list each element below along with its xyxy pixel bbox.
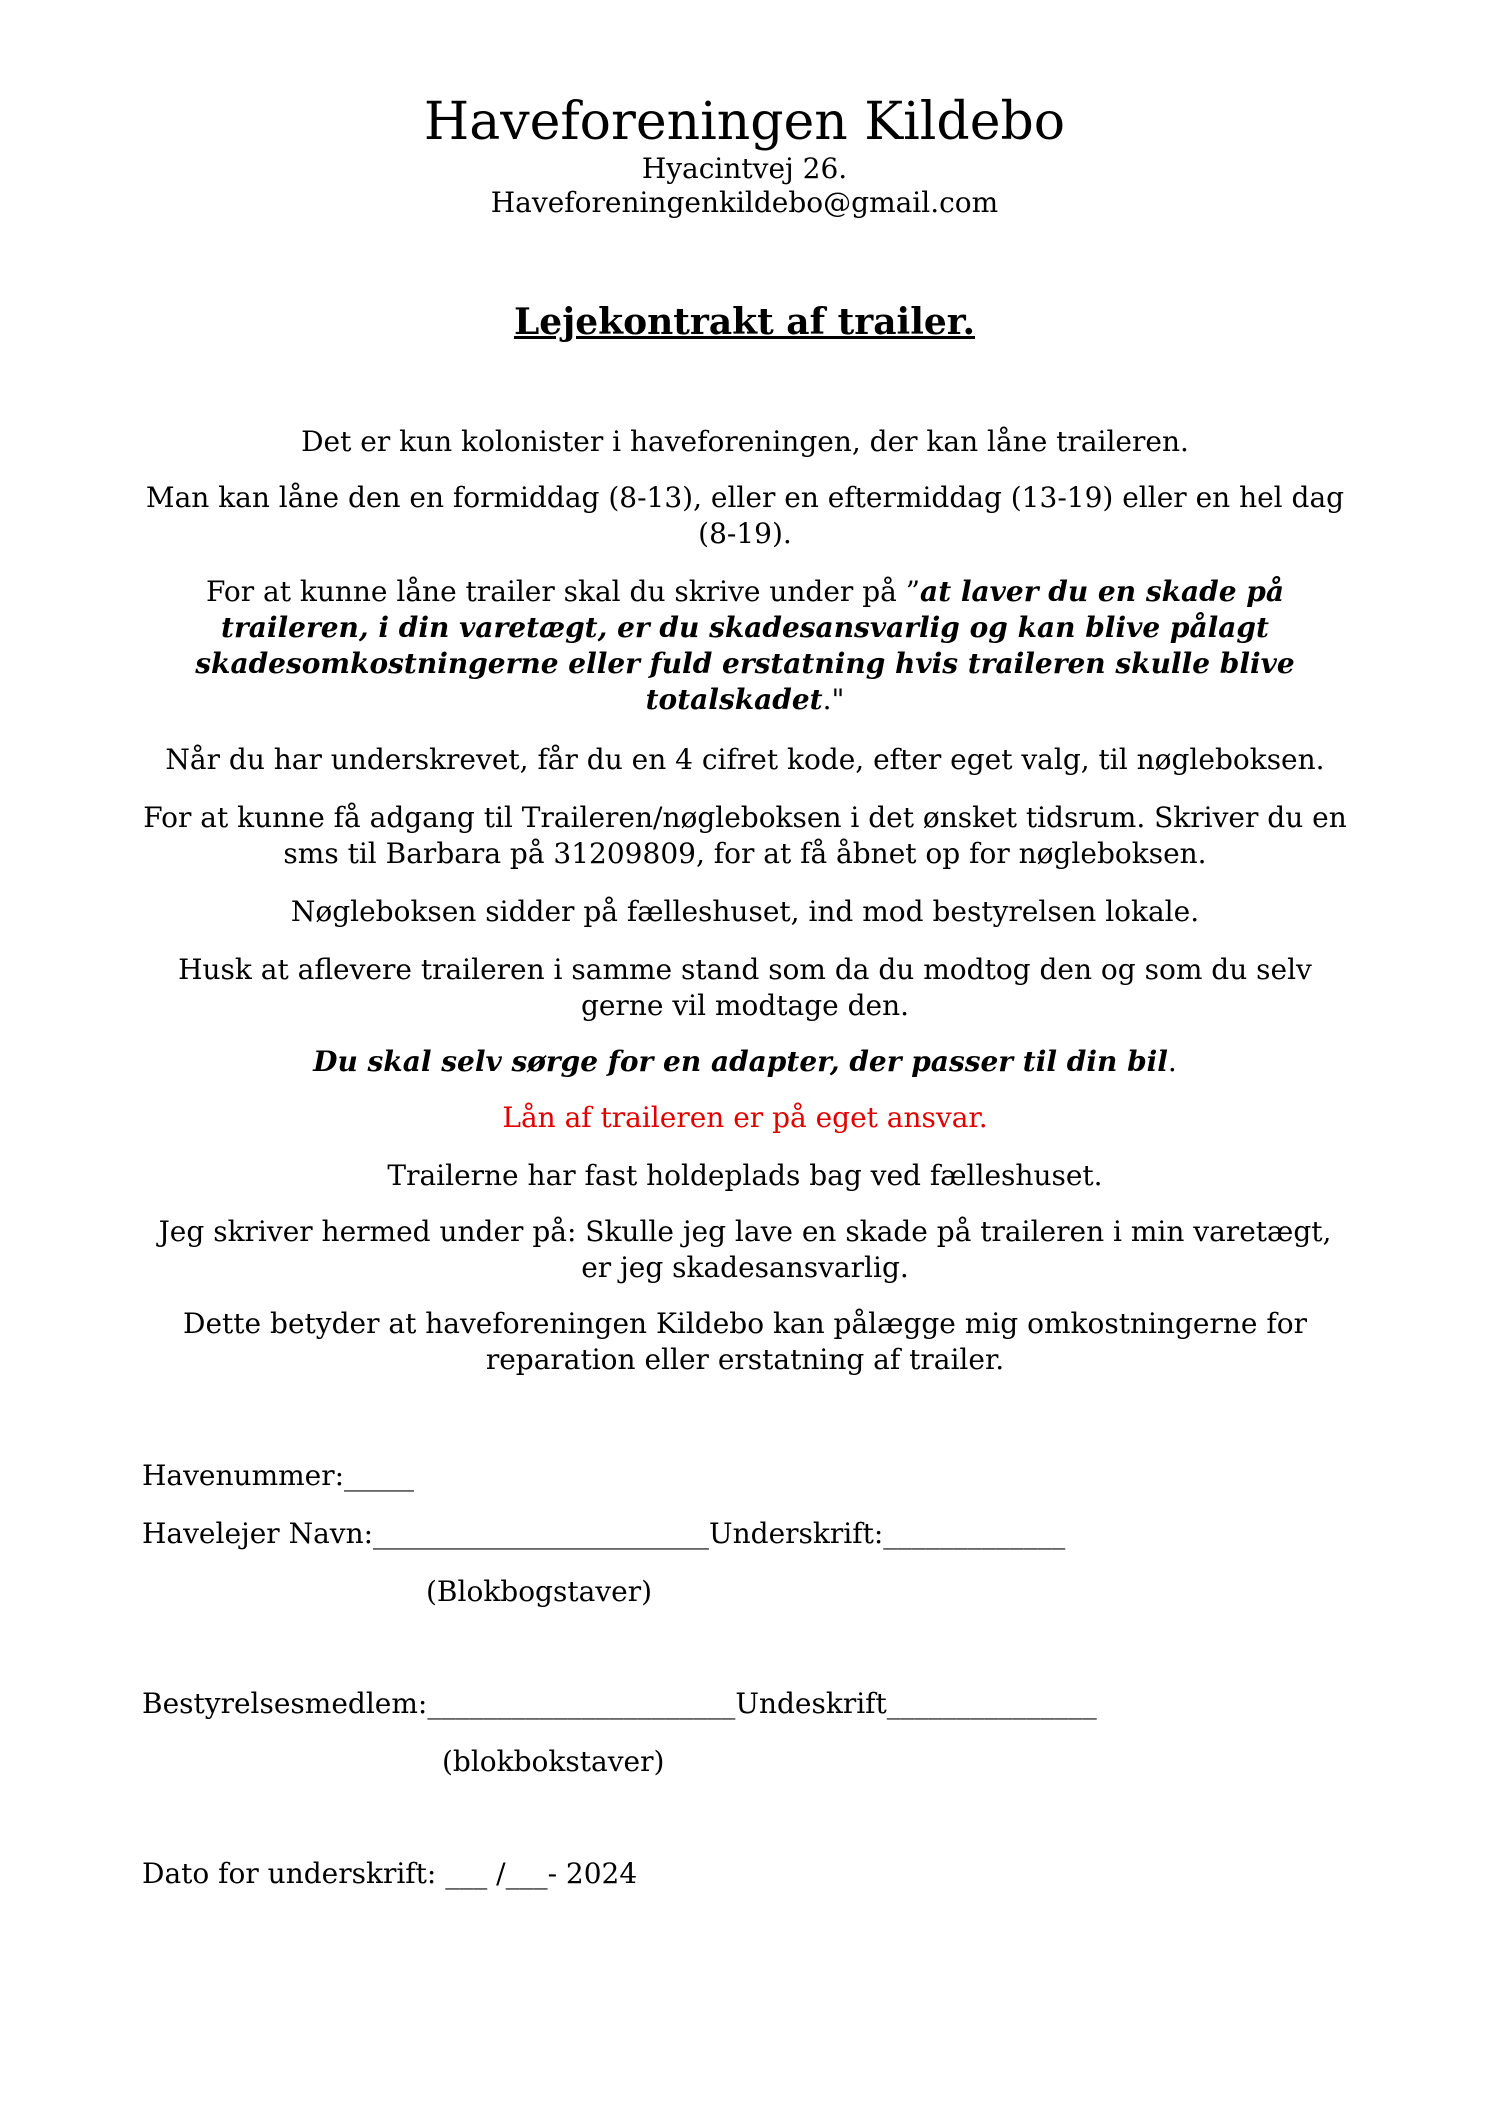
signature-date-field: Dato for underskrift: ___ /___- 2024 [142, 1857, 638, 1890]
paragraph-signature-declaration: Jeg skriver hermed under på: Skulle jeg lave en skade på traileren i min varetægt, er jeg skadesansvarlig. [158, 1215, 1332, 1284]
paragraph-adapter [140, 1044, 1350, 1080]
liability-end: ." [822, 683, 845, 716]
havelejer-block-letters-hint: (Blokbogstaver) [426, 1575, 652, 1608]
paragraph-access-code: Når du har underskrevet, får du en 4 cifret kode, efter eget valg, til nøgleboksen. [165, 743, 1325, 776]
paragraph-cost-liability: Dette betyder at haveforeningen Kildebo kan pålægge mig omkostningerne for reparation eller erstatning af trailer. [183, 1307, 1307, 1376]
paragraph-liability-statement [140, 574, 1350, 718]
adapter-end: . [1167, 1045, 1177, 1078]
document-title: Lejekontrakt af trailer. [513, 301, 976, 343]
paragraph-own-risk-warning: Lån af traileren er på eget ansvar. [502, 1101, 988, 1134]
adapter-emphasis: Du skal selv sørge for en adapter, der passer til din bil [313, 1045, 1168, 1078]
havenummer-field: Havenummer:_____ [142, 1459, 415, 1492]
paragraph-rental-times: Man kan låne den en formiddag (8-13), eller en eftermiddag (13-19) eller en hel dag (8-19). [145, 481, 1345, 550]
havelejer-name-signature-field: Havelejer Navn:________________________Underskrift:_____________ [142, 1517, 1066, 1550]
liability-emphasis: at laver du en skade på traileren, i din varetægt, er du skadesansvarlig og kan blive pålagt skadesomkostningerne eller fuld erstatning hvis traileren skulle blive totalskadet [195, 575, 1295, 716]
paragraph-sms-access: For at kunne få adgang til Traileren/nøgleboksen i det ønsket tidsrum. Skriver du en sms til Barbara på 31209809, for at få åbnet op for nøgleboksen. [143, 801, 1347, 870]
paragraph-keybox-location: Nøgleboksen sidder på fælleshuset, ind mod bestyrelsen lokale. [290, 895, 1200, 928]
bestyrelsesmedlem-signature-field: Bestyrelsesmedlem:______________________Undeskrift_______________ [142, 1687, 1097, 1720]
liability-intro: For at kunne låne trailer skal du skrive under på ” [205, 575, 921, 608]
bestyrelse-block-letters-hint: (blokbokstaver) [442, 1745, 665, 1778]
paragraph-eligibility: Det er kun kolonister i haveforeningen, der kan låne traileren. [301, 425, 1189, 458]
organization-address: Hyacintvej 26. [641, 152, 848, 185]
paragraph-return-condition: Husk at aflevere traileren i samme stand som da du modtog den og som du selv gerne vil modtage den. [178, 953, 1312, 1022]
organization-name: Haveforeningen Kildebo [423, 92, 1066, 152]
paragraph-parking: Trailerne har fast holdeplads bag ved fælleshuset. [387, 1159, 1103, 1192]
organization-email: Haveforeningenkildebo@gmail.com [490, 186, 999, 219]
